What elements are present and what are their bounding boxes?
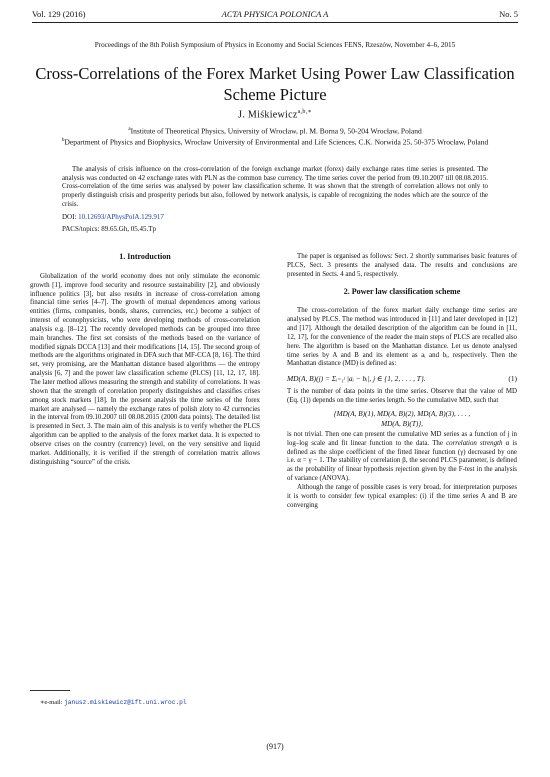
equation-1-number: (1) (508, 374, 517, 384)
plcs-paragraph-3 (287, 431, 517, 484)
section-heading-introduction: 1. Introduction (119, 252, 171, 261)
footnote (40, 698, 187, 706)
affiliation-b-mark: b (61, 137, 65, 143)
doi-label: DOI: (62, 213, 77, 221)
right-column (287, 253, 517, 510)
page-number: (917) (266, 742, 284, 751)
equation-2-line-2: MD(A, B)(T)}, (381, 419, 423, 428)
plcs-paragraph-3-start: is not trivial. Then one can present the cumulative MD series as a function of j in log–log scale and fit linear function to the data. The (287, 430, 517, 447)
left-column (30, 253, 260, 467)
plcs-paragraph-3-rest: α is defined as the slope coefficient of the fitted linear function (γ) decreased by one i.e. α = γ − 1. The stability of correlation β, the second PLCS parameter, is defined as the probability of linear hypothesis rejection given by the F-test in the analysis of variance (ANOVA). (287, 439, 517, 483)
section-heading-plcs: 2. Power law classification scheme (343, 286, 461, 296)
doi-line (62, 213, 164, 221)
doi-link[interactable]: 10.12693/APhysPolA.129.917 (78, 213, 164, 221)
proceedings-line: Proceedings of the 8th Polish Symposium of Physics in Economy and Social Sciences FENS, Rzeszów, November 4–6, 2015 (94, 41, 456, 49)
organisation-paragraph: The paper is organised as follows: Sect. 2 shortly summarises basic features of PLCS, Sect. 3 presents the analysed data. The results and conclusions are presented in Sects. 4 and 5, respectively. (287, 253, 517, 278)
abstract (62, 166, 488, 210)
abstract-text: The analysis of crisis influence on the cross-correlation of the foreign exchange market (forex) daily exchange rates time series is presented. The analysis was conducted on 42 exchange rates with PLN as the common base currency. The time series cover the period from 09.10.2007 till 08.08.2015. Cross-correlation of the time series was analysed by power law classification scheme. It was shown that the strength of correlation allows not only to properly distinguish crisis and prosperity periods but also, followed by network analysis, is capable of recognizing the nodes which are the source of the crisis. (62, 166, 488, 208)
correlation-strength-term: correlation strength (446, 439, 503, 447)
plcs-paragraph-1: The cross-correlation of the forex market daily exchange time series are analysed by PLCS. The method was introduced in [11] and later developed in [12] and [17]. Although the detailed description of the algorithm can be found in [11, 12, 17], for the convenience of the reader the main steps of PLCS are recalled also here. The algorithm is based on the Manhattan distance. Let us denote analysed time series by A and B and its element as aᵢ and bᵢ, respectively. Then the Manhattan distance (MD) is defined as: (287, 307, 517, 368)
volume-label: Vol. 129 (2016) (32, 9, 86, 19)
affiliation-b (30, 135, 520, 148)
footnote-email-link[interactable]: janusz.miskiewicz@ift.uni.wroc.pl (64, 699, 187, 706)
affiliation-a-text: Institute of Theoretical Physics, University of Wrocław, pl. M. Borna 9, 50-204 Wrocław, Poland (130, 126, 422, 136)
issue-number: No. 5 (499, 9, 518, 19)
footnote-label: ∗e-mail: (40, 699, 63, 706)
plcs-paragraph-2: T is the number of data points in the time series. Observe that the value of MD (Eq. (1)) depends on the time series length. So the cumulative MD, such that (287, 388, 517, 404)
journal-name: ACTA PHYSICA POLONICA A (221, 9, 329, 19)
introduction-paragraph: Globalization of the world economy does not only stimulate the economic growth [1], improve food security and resource sustainability [2], and obviously influence politics [3], but also results in increase of cross-correlation among financial time series [4–7]. The growth of mutual dependences among various entities (firms, companies, bonds, shares, currencies, etc.) become a subject of interest of econophysicists, who were developing methods of cross-correlation analysis e.g. [8–12]. The recently developed methods can be grouped into three main branches. The first set consists of the methods based on the variance of modified signals DCCA [13] and their modifications [14, 15]. The second group of methods are the algorithms originated in DFA such that MF-CCA [8, 16]. The third set, very promising, are the Manhattan distance based algorithms — the entropy analysis [6, 7] and the power law classification scheme (PLCS) [11, 12, 17, 18]. The later method allows measuring the strength and stability of correlations. It was shown that the strength of correlation properly distinguishes and classifies crises among stock markets [18]. In the present analysis the time series of the forex market are analysed — namely the exchange rates of polish zloty to 42 currencies in the interval from 09.10.2007 till 08.08.2015 (2000 data points). The detailed list is presented in Sect. 3. The main aim of this analysis is to verify whether the PLCS algorithm can be applied to the analysis of the forex market data. It is expected to observe crises on the country (currency) level, on the very sensitive and liquid market. Additionally, it is verified if the strength of correlation matrix allows distinguishing “source” of the crisis. (30, 272, 260, 466)
equation-2 (287, 409, 517, 429)
running-head (32, 9, 518, 21)
equation-1 (287, 375, 517, 384)
author-marks: a,b,∗ (297, 109, 312, 115)
footnote-rule (30, 690, 70, 691)
author-name: J. Miśkiewicz (238, 109, 298, 121)
paper-title: Cross-Correlations of the Forex Market Using Power Law Classification Scheme Picture (35, 64, 515, 104)
affiliation-b-text: Department of Physics and Biophysics, Wrocław University of Environmental and Life Sciences, C.K. Norwida 25, 50-375 Wrocław, Poland (64, 137, 489, 147)
header-rule (32, 22, 518, 23)
equation-2-line-1: {MD(A, B)(1), MD(A, B)(2), MD(A, B)(3), . . . , (333, 409, 471, 418)
equation-1-body: MD(A, B)(j) = Σᵢ₌₁ʲ |aᵢ − bᵢ|, j ∈ {1, 2, . . . , T}. (287, 374, 426, 384)
affiliation-a-mark: a (128, 126, 131, 132)
plcs-paragraph-4: Although the range of possible cases is very broad, for interpretation purposes it is worth to consider few typical examples: (i) if the time series A and B are converging (287, 483, 517, 509)
author-line (0, 108, 550, 120)
pacs-line: PACS/topics: 89.65.Gh, 05.45.Tp (62, 225, 157, 233)
